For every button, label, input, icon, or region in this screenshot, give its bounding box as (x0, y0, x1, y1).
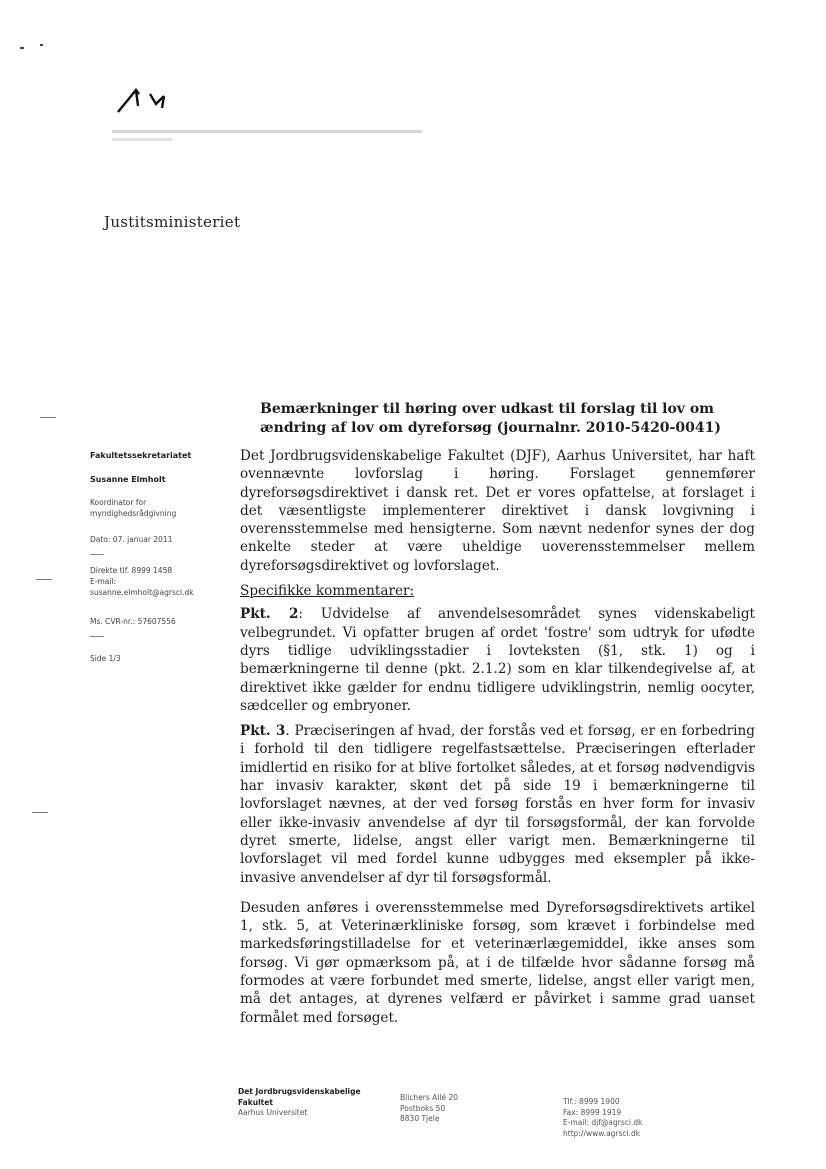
role-line: Koordinator for (90, 498, 147, 507)
point-3-paragraph (240, 722, 755, 887)
footer-address-line: Blichers Allé 20 (400, 1093, 459, 1102)
footer-web: http://www.agrsci.dk (563, 1128, 641, 1138)
footer-org-line: Fakultet (238, 1097, 273, 1107)
footer-organization (238, 1087, 388, 1119)
scan-speck (40, 44, 43, 46)
letter-heading: Bemærkninger til høring over udkast til forslag til lov om ændring af lov om dyreforsøg (journalnr. 2010-5420-0041) (260, 401, 721, 436)
email: susanne.elmholt@agrsci.dk (90, 588, 194, 597)
university-logo (112, 84, 432, 154)
footer-email: E-mail: djf@agrsci.dk (563, 1118, 643, 1127)
page-number: Side 1/3 (90, 654, 121, 663)
intro-paragraph: Det Jordbrugsvidenskabelige Fakultet (DJF), Aarhus Universitet, har haft ovennævnte lovforslag i høring. Forslaget gennemfører dyreforsøgsdirektivet i dansk ret. Det er vores opfattelse, at forslaget i det væsentligste implementerer direktivet i dansk lovgivning i overensstemmelse med hensigterne. Som nævnt nedenfor synes der dog enkelte steder at være uheldige uoverensstemmelser mellem dyreforsøgsdirektivet og lovforslaget. (240, 448, 755, 574)
footer-contact (563, 1097, 703, 1139)
contact-role (90, 497, 240, 519)
footer-org-line: Aarhus Universitet (238, 1108, 308, 1117)
reference: Ms. CVR-nr.: 57607556 (90, 617, 176, 626)
margin-rule (40, 417, 56, 418)
letter-body (240, 400, 755, 1034)
phone: Direkte tlf. 8999 1458 (90, 566, 173, 575)
scan-speck (20, 47, 24, 49)
recipient: Justitsministeriet (104, 213, 241, 231)
footer-org-line: Det Jordbrugsvidenskabelige (238, 1087, 361, 1096)
point-2-paragraph (240, 605, 755, 715)
divider (90, 636, 240, 637)
divider (90, 554, 240, 555)
point-3-text: . Præciseringen af hvad, der forstås ved et forsøg, er en forbedring i forhold til den tidligere regelfastsættelse. Præciseringen efterlader imidlertid en risiko for at blive fortolket således, at et forsøg nødvendigvis har invasiv karakter, skønt det på side 19 i bemærkningerne til lovforslaget nævnes, at der ved forsøg forstås en hver form for invasiv eller ikke-invasiv anvendelse af dyr til forsøgsformål, der kan forvolde dyret smerte, lidelse, angst eller varigt men. Bemærkningerne til lovforslaget vil med fordel kunne udbygges med eksempler på ikke-invasive anvendelser af dyr til forsøgsformål. (240, 723, 755, 886)
footer-address-line: 8830 Tjele (400, 1114, 440, 1123)
margin-rule (36, 579, 52, 580)
margin-rule (32, 812, 48, 813)
final-paragraph: Desuden anføres i overensstemmelse med Dyreforsøgsdirektivets artikel 1, stk. 5, at Veterinærkliniske forsøg, som krævet i forbindelse med markedsføringstilladelse for et veterinærlægemiddel, ikke anses som forsøg. Vi gør opmærksom på, at i de tilfælde hvor sådanne forsøg må formodes at være forbundet med smerte, lidelse, angst eller varigt men, må det antages, at dyrenes velfærd er påvirket i samme grad uanset formålet med forsøget. (240, 899, 755, 1026)
email-label: E-mail: (90, 577, 117, 586)
point-2-label: Pkt. 2 (240, 606, 299, 623)
footer-address-line: Postboks 50 (400, 1103, 446, 1113)
role-line: myndighedsrådgivning (90, 509, 177, 518)
contact-name: Susanne Elmholt (90, 475, 166, 484)
section-subheading: Specifikke kommentarer: (240, 583, 415, 600)
point-3-label: Pkt. 3 (240, 723, 286, 740)
letter-date: Dato: 07. januar 2011 (90, 535, 173, 544)
department: Fakultetssekretariatet (90, 451, 192, 460)
footer-address (400, 1093, 520, 1125)
logo-wordmark (112, 128, 422, 148)
footer-tel: Tlf.: 8999 1900 (563, 1097, 620, 1106)
footer-fax: Fax: 8999 1919 (563, 1107, 622, 1117)
contact-details (90, 565, 240, 598)
logo-mark-icon (112, 84, 182, 124)
point-2-text: : Udvidelse af anvendelsesområdet synes videnskabeligt velbegrundet. Vi opfatter brugen af ordet 'fostre' som udtryk for ufødte dyrs tidlige udviklingsstadier i lovteksten (§1, stk. 1) og i bemærkningerne til denne (pkt. 2.1.2) som en klar tilkendegivelse af, at direktivet ikke gælder for endnu tidligere udviklingstrin, nemlig oocyter, sædceller og embryoner. (240, 606, 756, 714)
